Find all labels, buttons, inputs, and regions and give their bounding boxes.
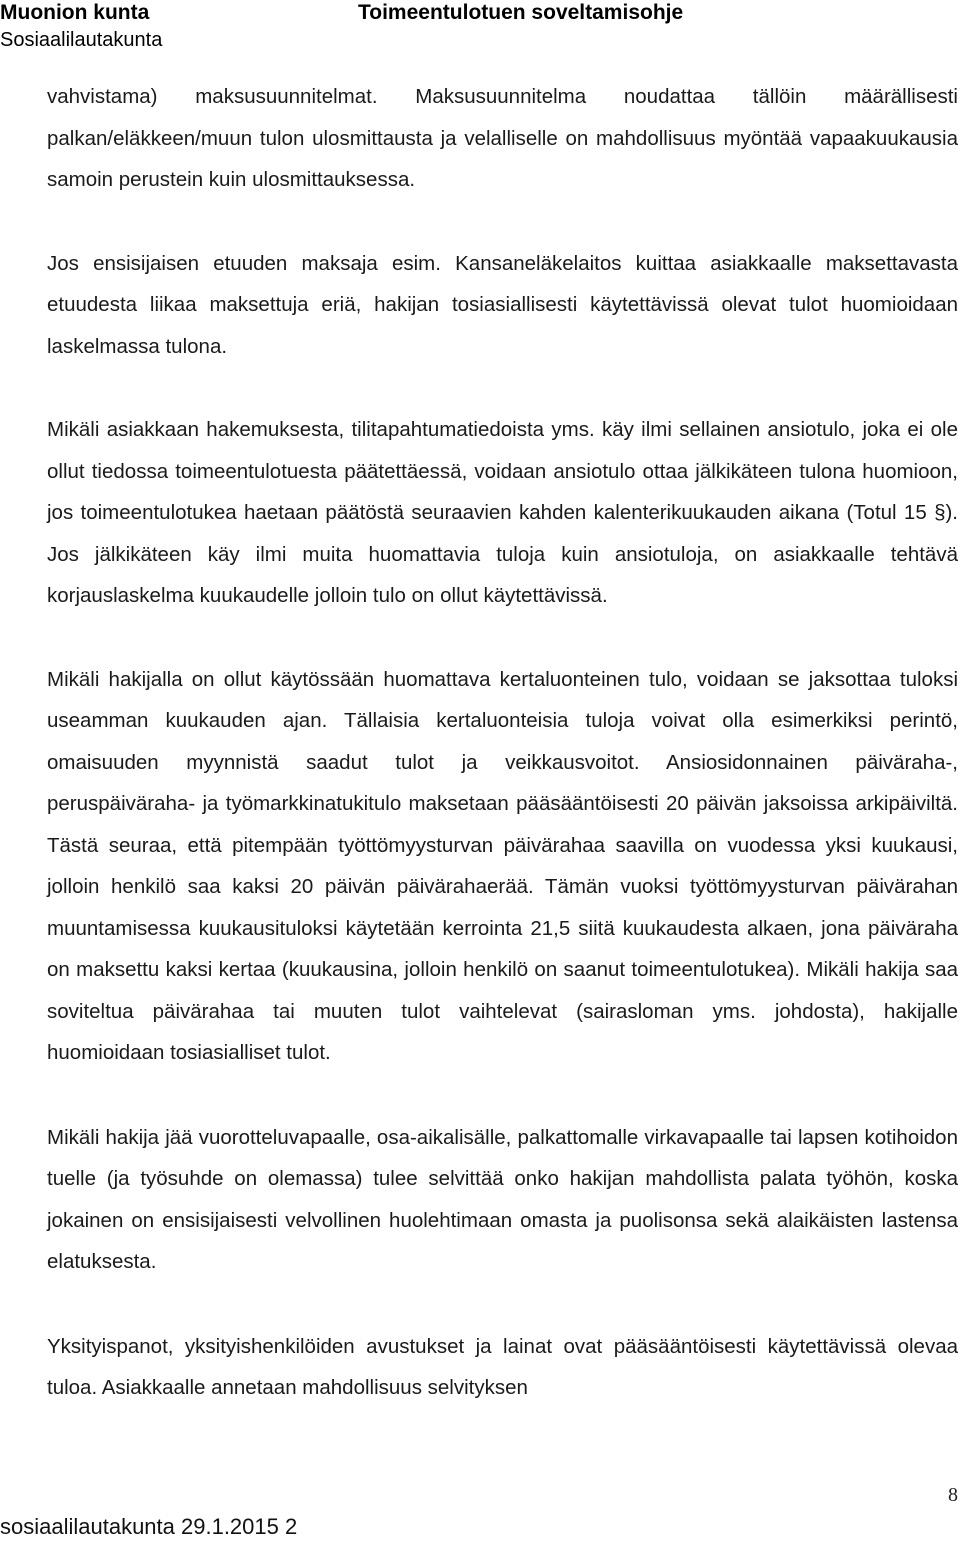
paragraph-4: Mikäli hakijalla on ollut käytössään huomattava kertaluonteinen tulo, voidaan se jaksottaa tuloksi useamman kuukauden ajan. Tällaisia kertaluonteisia tuloja voivat olla esimerkiksi perintö, omaisuuden myynnistä saadut tulot ja veikkausvoitot. Ansiosidonnainen päiväraha-, peruspäiväraha- ja työmarkkinatukitulo maksetaan pääsääntöisesti 20 päivän jaksoissa arkipäiviltä. Tästä seuraa, että pitempään työttömyysturvan päivärahaa saavilla on vuodessa yksi kuukausi, jolloin henkilö saa kaksi 20 päivän päivärahaerää. Tämän vuoksi työttömyysturvan päivärahan muuntamisessa kuukausituloksi käytetään kerrointa 21,5 siitä kuukaudesta alkaen, jona päiväraha on maksettu kaksi kertaa (kuukausina, jolloin henkilö on saanut toimeentulotukea). Mikäli hakija saa soviteltua päivärahaa tai muuten tulot vaihtelevat (sairasloman yms. johdosta), hakijalle huomioidaan tosiasialliset tulot. [47,667,958,1064]
page-number: 8 [948,1484,958,1506]
document-title: Toimeentulotuen soveltamisohje [358,1,684,24]
paragraph-2: Jos ensisijaisen etuuden maksaja esim. Kansaneläkelaitos kuittaa asiakkaalle maksettavasta etuudesta liikaa maksettuja eriä, hakijan tosiasiallisesti käytettävissä olevat tulot huomioidaan laskelmassa tulona. [47,251,958,358]
organization-name: Muonion kunta [0,1,150,24]
department-name: Sosiaalilautakunta [0,29,163,51]
document-body [47,76,958,1409]
paragraph-3: Mikäli asiakkaan hakemuksesta, tilitapahtumatiedoista yms. käy ilmi sellainen ansiotulo, joka ei ole ollut tiedossa toimeentulotuesta päätettäessä, voidaan ansiotulo ottaa jälkikäteen tulona huomioon, jos toimeentulotukea haetaan päätöstä seuraavien kahden kalenterikuukauden aikana (Totul 15 §). Jos jälkikäteen käy ilmi muita huomattavia tuloja kuin ansiotuloja, on asiakkaalle tehtävä korjauslaskelma kuukaudelle jolloin tulo on ollut käytettävissä. [47,418,958,607]
paragraph-1: vahvistama) maksusuunnitelmat. Maksusuunnitelma noudattaa tällöin määrällisesti palkan/eläkkeen/muun tulon ulosmittausta ja velalliselle on mahdollisuus myöntää vapaakuukausia samoin perustein kuin ulosmittauksessa. [47,85,958,191]
paragraph-6: Yksityispanot, yksityishenkilöiden avustukset ja lainat ovat pääsääntöisesti käytettävissä olevaa tuloa. Asiakkaalle annetaan mahdollisuus selvityksen [47,1334,958,1399]
page-header-left [0,0,162,54]
page-footer: sosiaalilautakunta 29.1.2015 2 [0,1514,298,1539]
paragraph-5: Mikäli hakija jää vuorotteluvapaalle, osa-aikalisälle, palkattomalle virkavapaalle tai lapsen kotihoidon tuelle (ja työsuhde on olemassa) tulee selvittää onko hakijan mahdollista palata työhön, koska jokainen on ensisijaisesti velvollinen huolehtimaan omasta ja puolisonsa sekä alaikäisten lastensa elatuksesta. [47,1125,958,1273]
